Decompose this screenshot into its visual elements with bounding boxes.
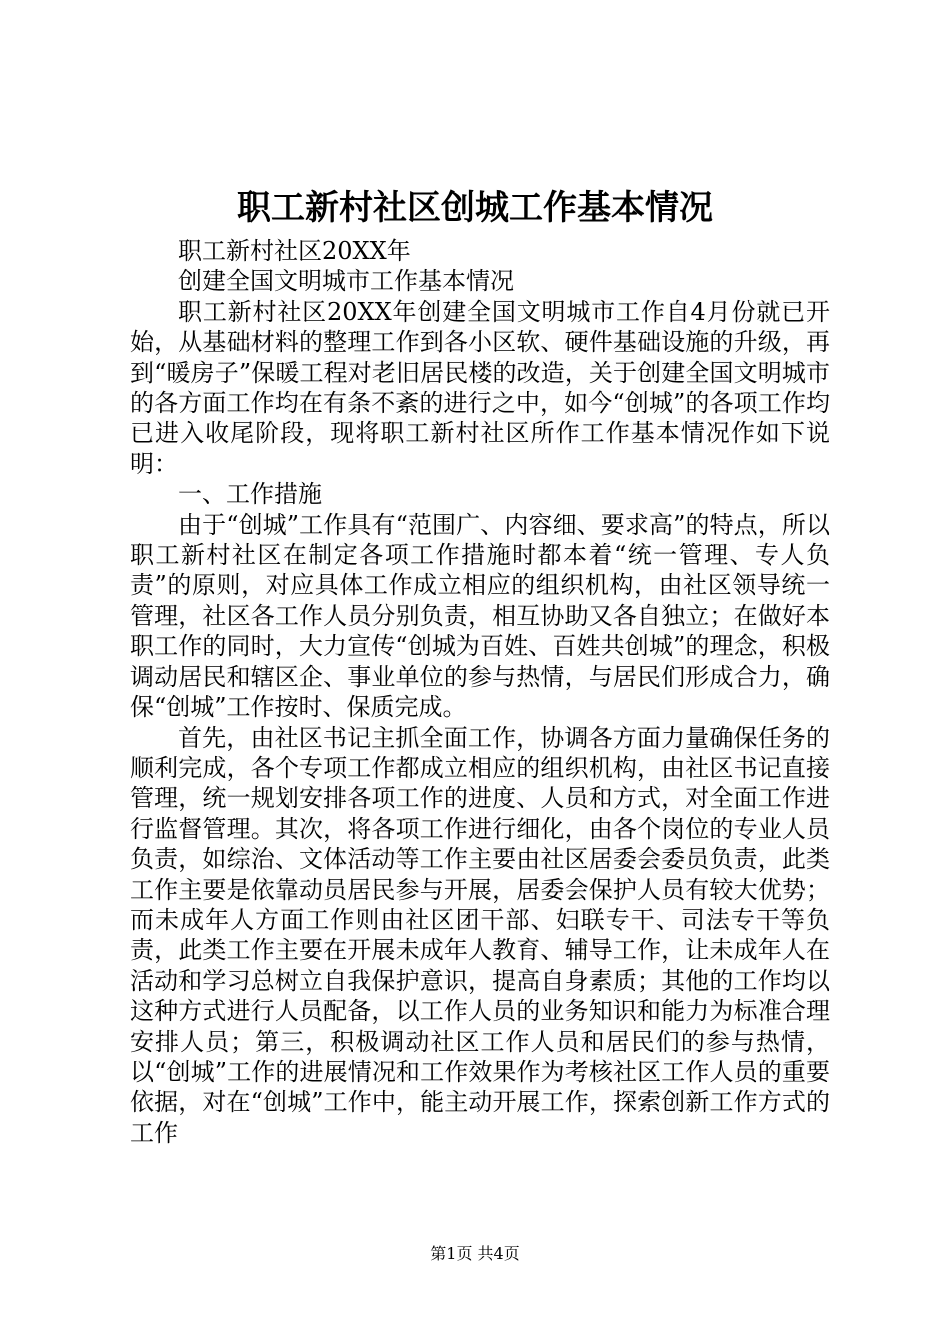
document-body xyxy=(130,236,830,1148)
page-footer: 第1页 共4页 xyxy=(430,1244,520,1263)
paragraph-intro: 职工新村社区20XX年创建全国文明城市工作自4月份就已开始，从基础材料的整理工作到各小区软、硬件基础设施的升级，再到“暖房子”保暖工程对老旧居民楼的改造，关于创建全国文明城市的各方面工作均在有条不紊的进行之中，如今“创城”的各项工作均已进入收尾阶段，现将职工新村社区所作工作基本情况作如下说明： xyxy=(130,297,830,478)
page-title: 职工新村社区创城工作基本情况 xyxy=(237,188,713,228)
paragraph-details: 首先，由社区书记主抓全面工作，协调各方面力量确保任务的顺利完成，各个专项工作都成立相应的组织机构，由社区书记直接管理，统一规划安排各项工作的进度、人员和方式，对全面工作进行监督管理。其次，将各项工作进行细化，由各个岗位的专业人员负责，如综治、文体活动等工作主要由社区居委会委员负责，此类工作主要是依靠动员居民参与开展，居委会保护人员有较大优势；而未成年人方面工作则由社区团干部、妇联专干、司法专干等负责，此类工作主要在开展未成年人教育、辅导工作，让未成年人在活动和学习总树立自我保护意识，提高自身素质；其他的工作均以这种方式进行人员配备，以工作人员的业务知识和能力为标准合理安排人员；第三，积极调动社区工作人员和居民们的参与热情，以“创城”工作的进展情况和工作效果作为考核社区工作人员的重要依据，对在“创城”工作中，能主动开展工作，探索创新工作方式的工作 xyxy=(130,723,830,1147)
section-heading-measures: 一、工作措施 xyxy=(178,480,322,509)
paragraph-subtitle: 创建全国文明城市工作基本情况 xyxy=(178,267,514,296)
paragraph-measures: 由于“创城”工作具有“范围广、内容细、要求高”的特点，所以职工新村社区在制定各项工作措施时都本着“统一管理、专人负责”的原则，对应具体工作成立相应的组织机构，由社区领导统一管理，社区各工作人员分别负责，相互协助又各自独立；在做好本职工作的同时，大力宣传“创城为百姓、百姓共创城”的理念，积极调动居民和辖区企、事业单位的参与热情，与居民们形成合力，确保“创城”工作按时、保质完成。 xyxy=(130,510,830,722)
paragraph-community-year: 职工新村社区20XX年 xyxy=(178,237,411,265)
